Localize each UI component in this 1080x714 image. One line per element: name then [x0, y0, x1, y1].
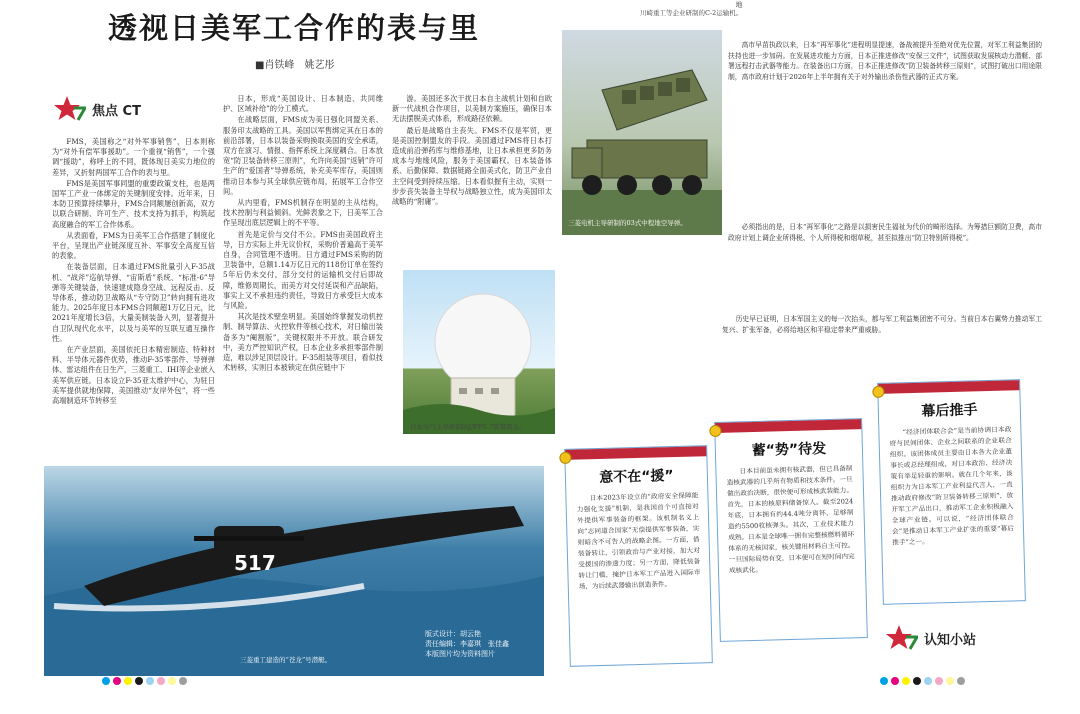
- card-xu-shi-dai-fa: [714, 418, 868, 642]
- credit-line: 版式设计：胡云艳: [425, 630, 481, 638]
- paragraph: 游。美国还多次干扰日本自主战机计划和自欧新一代战机合作项目，以美制方案施压，确保日本无法摆脱美式体系，形成路径依赖。: [392, 94, 552, 124]
- card-header-bar: [565, 446, 706, 460]
- awareness-section-title: 认知小站: [924, 632, 977, 648]
- paragraph: 从内里看，FMS机制存在明显的主从结构，技术控制与利益倾斜。光鲜表象之下，日美军工合作呈现出底层逻辑上的不平等。: [223, 198, 383, 228]
- byline: ■肖铁峰 姚艺彤: [255, 60, 335, 71]
- card-paragraph: 日本目前虽未拥有核武器，但已具备制造核武器的几乎所有物质和技术条件。一旦做出政治决断，很快便可形成核武装能力。首先，日本的核原料储备惊人。截至2024年底，日本拥有约44.4吨分离钚，足够制造约5500枚核弹头。其次，工业技术能力成熟。日本是全球唯一拥有完整核燃料循环体系的无核国家，核关键用材料自主可控。一旦国际局势有变，日本便可在短时间内完成核武化。: [726, 464, 855, 575]
- right-column-text-3: [722, 314, 1042, 362]
- paragraph: 历史早已证明，日本军国主义的每一次抬头，都与军工利益集团密不可分。当前日本右翼势力推动军工复兴、扩张军备，必将给地区和平稳定带来严重威胁。: [722, 315, 1042, 334]
- credit-line: 本版图片均为资料图片: [425, 650, 495, 658]
- registration-dot: [135, 677, 143, 685]
- pin-icon: [872, 386, 884, 398]
- right-column-top: [722, 0, 1042, 40]
- card-paragraph: “经济团体联合会”是当前协调日本政府与民间团体、企业之间联系的企业联合组织。该团体成员主要由日本各大企业董事长或总经理组成，对日本政治、经济决策有举足轻重的影响。就在几个年来，该组织力为日本军工产业利益代言人，一直推动政府修改“防卫装备转移三原则”，放开军工产品出口，推动军工企业积极融入全球产业链。可以说，“经济团体联合会”是推动日本军工产业扩张的重要“幕后推手”之一。: [889, 425, 1015, 547]
- registration-dot: [113, 677, 121, 685]
- radar-dome-image: [403, 270, 555, 434]
- article-column-2: [223, 94, 383, 494]
- registration-dot: [146, 677, 154, 685]
- article-column-1: [52, 137, 215, 497]
- paragraph: 高市早苗执政以来，日本“再军事化”进程明显提速，备战被提升至绝对优先位置，对军工利益集团的扶持也进一步加码。在发展进攻能力方面，日本正推进修改“安保三文件”，试图获取发展核动力潜艇、部署远程打击武器等能力。在装备出口方面，日本正推进修改“防卫装备转移三原则”，试图打破出口用途限制，高市政府计划于2026年上半年拥有关于对外输出杀伤性武器的正式方案。: [728, 41, 1042, 81]
- focus-section-title: 焦点 CT: [92, 103, 141, 119]
- right-column-text-2: [728, 222, 1042, 312]
- registration-marks-right: [880, 677, 965, 685]
- paragraph: 首先是定价与交付不公。FMS由美国政府主导，日方实际上并无议价权，采购价普遍高于美军自身，合同管理不透明。日方通过FMS采购的防卫装备中，总额1.14万亿日元的118份订单在签约5年后仍未交付，部分交付的运输机交付后即故障，维修周期长，而美方对交付延误和产品缺陷，事实上又不承担违约责任，导致日方承受巨大成本与风险。: [223, 229, 383, 311]
- registration-dot: [935, 677, 943, 685]
- radome-photo-caption: 日本电气主导研制的J/FPS-7雷警雷达。: [410, 423, 526, 431]
- paragraph: 其次是技术壁垒明显。美国始终掌握发动机控制、制导算法、火控软件等核心技术，对日输出装备多为“阉割版”，关键权限并不开放。联合研发中，美方严控知识产权，日本企业多承担零部件制造，难以涉足顶层设计。F-35组装等项目，看似技术转移，实则日本被锁定在供应链中下: [223, 312, 383, 373]
- article-column-3: [392, 94, 552, 264]
- paragraph: 日本，形成“美国设计、日本制造、共同维护、区域补给”的分工模式。: [223, 94, 383, 114]
- card-header-bar: [715, 419, 861, 433]
- missile-launcher-photo: [562, 30, 722, 235]
- paragraph: 地: [735, 1, 743, 9]
- credit-line: 责任编辑：李嘉琪 张佳鑫: [425, 640, 509, 648]
- hull-number: 517: [234, 551, 276, 575]
- missile-truck-image: [562, 30, 722, 235]
- pin-icon: [709, 425, 721, 437]
- star-emblem-icon: [52, 94, 86, 124]
- paragraph: 在战略层面，FMS成为美日强化同盟关系、服务印太战略的工具。美国以军售绑定其在日本的前沿部署，日本以装备采购换取美国的安全承诺，双方在演习、情报、指挥系统上深度耦合。日本放宽“防卫装备转移三原则”，允许向美国“返销”许可生产的“爱国者”导弹系统，补充美军库存，美国则推动日本参与其全球供应链布局，拓展军工合作空间。: [223, 115, 383, 196]
- missile-photo-caption: 三菱电机主导研制的03式中程地空导弹。: [568, 219, 687, 227]
- registration-dot: [902, 677, 910, 685]
- registration-dot: [946, 677, 954, 685]
- credits: [425, 629, 509, 659]
- radome-photo: [403, 270, 555, 434]
- aircraft-photo-caption: 川崎重工等企业研制的C-2运输机。: [640, 9, 743, 17]
- paragraph: 从表面看，FMS为日美军工合作搭建了制度化平台，呈现出产业链深度互补、军事安全高度互信的表象。: [52, 230, 215, 261]
- registration-dot: [124, 677, 132, 685]
- registration-dot: [880, 677, 888, 685]
- page-title: 透视日美军工合作的表与里: [108, 11, 481, 45]
- card-body: [726, 463, 856, 636]
- submarine-photo-caption: 三菱重工建造的“苍龙”号潜艇。: [240, 656, 332, 664]
- paragraph: FMS是美国军事同盟的重要政策支柱，也是两国军工产业一体绑定的关键制度安排。近年来，日本防卫预算持续攀升，FMS合同额屡创新高，双方以联合研制、许可生产、技术支持为抓手，构筑起高度融合的军工合作体系。: [52, 178, 215, 229]
- card-body: [576, 490, 702, 661]
- registration-dot: [913, 677, 921, 685]
- paragraph: 最后是战略自主丧失。FMS不仅是军贸，更是美国控制盟友的手段。美国通过FMS将日本打造成前沿弹药库与维修基地，让日本承担更多防务成本与地缘风险，服务于美国霸权。日本装备体系、后勤保障、数据链路全面美式化，防卫产业自主空间受到持续压缩。日本看似握有主动，实则一步步丧失装备主导权与战略独立性，成为美国印太战略的“附庸”。: [392, 125, 552, 207]
- card-title: 幕后推手: [921, 402, 978, 420]
- registration-dot: [891, 677, 899, 685]
- pin-icon: [559, 452, 571, 464]
- registration-dot: [157, 677, 165, 685]
- paragraph: 在装备层面，日本通过FMS批量引入F-35战机、“战斧”巡航导弹、“宙斯盾”系统、“标准-6”导弹等关键装备，快速建成隐身空战、远程反击、反导体系，推动防卫战略从“专守防卫”转向拥有进攻能力。2025年度日本FMS合同额超1万亿日元，比2021年度增长3倍，大量美制装备入列，显著提升自卫队现代化水平，以及与美军的互联互通互操作性。: [52, 262, 215, 343]
- card-title: 蓄“势”待发: [751, 441, 827, 459]
- paragraph: 必须指出的是，日本“再军事化”之路是以损害民生福祉为代价的畸形选择。为筹措巨额防卫费，高市政府计划上调企业所得税、个人所得税和烟草税，甚至拟推出“防卫特别所得税”。: [728, 223, 1042, 242]
- paragraph: FMS，美国称之“对外军事销售”，日本则称为“对外有偿军事援助”。一个重视“销售”，一个强调“援助”，称呼上的不同，既体现日美实力地位的差异，又折射两国军工合作的表与里。: [52, 137, 215, 177]
- registration-dot: [924, 677, 932, 685]
- card-title: 意不在“援”: [599, 468, 674, 486]
- card-header-bar: [878, 380, 1019, 394]
- registration-dot: [168, 677, 176, 685]
- registration-dot: [957, 677, 965, 685]
- awareness-section-header: [884, 623, 976, 653]
- card-paragraph: 日本2023年设立的“政府安全保障能力强化支援”机制，是我国首个可直接对外提供军事装备的框架。该机制名义上向“志同道合国家”无偿提供军事装备，实则暗含不可告人的战略企图。一方面，借装备转让，引领政治与产业对接，加大对受援国的渗透力度；另一方面，降低装备转让门槛，掩护日本军工产品进入国际市场，为后续武器输出创造条件。: [576, 491, 701, 591]
- right-column-text-1: [728, 40, 1042, 220]
- card-body: [889, 424, 1015, 599]
- registration-marks-left: [102, 677, 187, 685]
- focus-section-header: [52, 94, 141, 124]
- registration-dot: [102, 677, 110, 685]
- star-emblem-icon: [884, 623, 918, 653]
- card-yi-bu-zai-yuan: [564, 445, 713, 667]
- paragraph: 在产业层面，美国依托日本精密制造、特种材料、半导体元器件优势，推动F-35零部件、导弹弹体、雷达组件在日生产，三菱重工、IHI等企业嵌入美军供应链。日本设立F-35亚太维护中心，为驻日美军提供就地保障，美国推动“友岸外包”，将一些高端制造环节转移至: [52, 345, 215, 406]
- card-mu-hou-tui-shou: [877, 379, 1026, 605]
- registration-dot: [179, 677, 187, 685]
